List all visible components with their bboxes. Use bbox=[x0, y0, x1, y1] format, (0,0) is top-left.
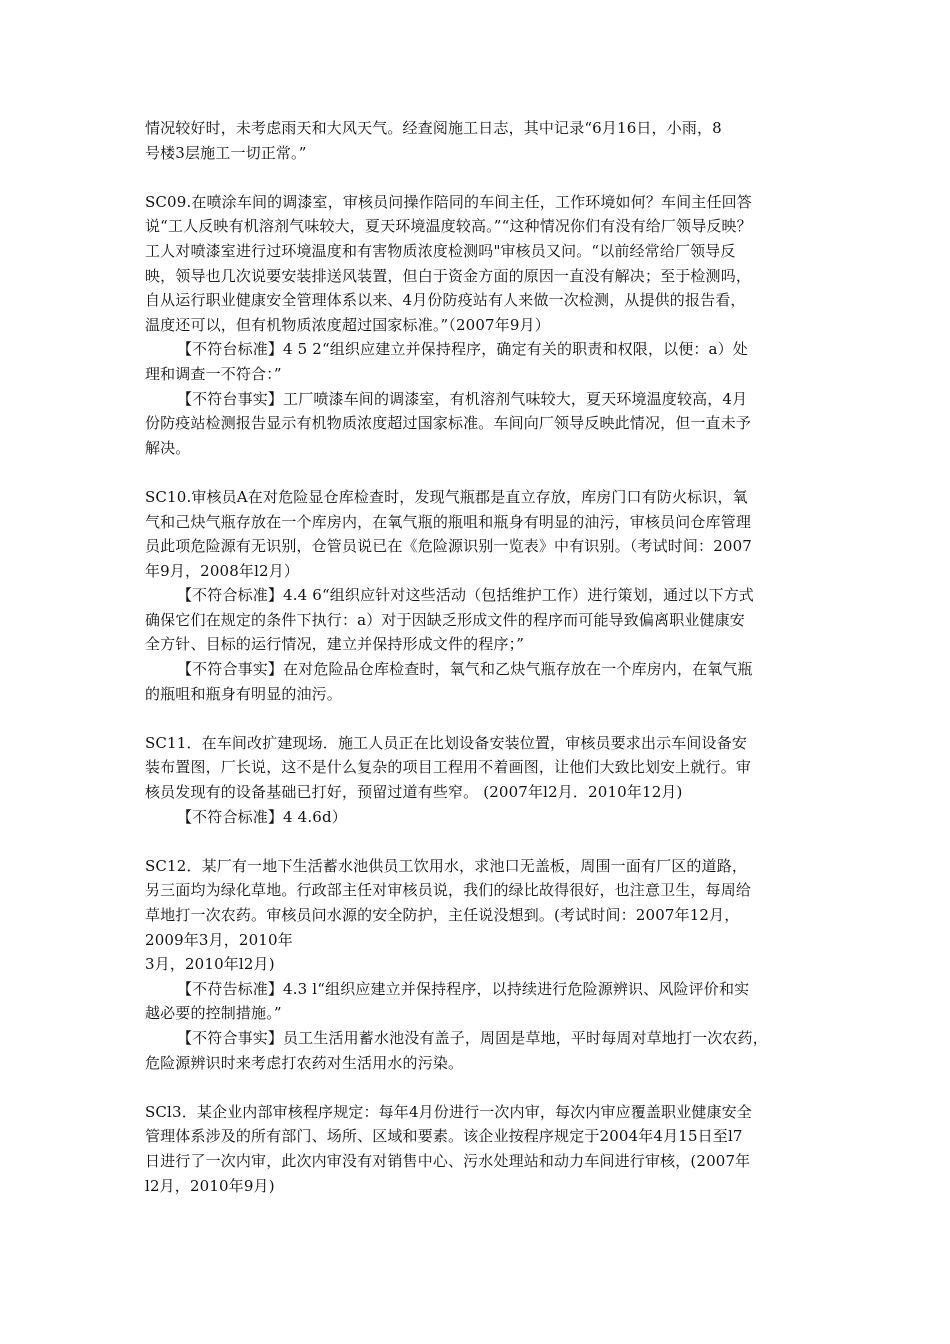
text-line: 【不符合事实】员工生活用蓄水池没有盖子，周固是草地，平时每周对草地打一次农药， bbox=[177, 1028, 768, 1047]
text-line: 情况较好时，未考虑雨天和大风天气。经查阅施工日志，其中记录“6月16日，小雨，8 bbox=[145, 119, 722, 137]
text-line: SCl3．某企业内部审核程序规定：每年4月份进行一次内审，每次内审应覆盖职业健康安全 bbox=[145, 1102, 752, 1121]
text-line: 温度还可以，但有机物质浓度超过国家标准。”（2007年9月） bbox=[145, 315, 550, 334]
text-line: 份防疫站检测报告显示有机物质浓度超过国家标准。车间向厂领导反映此情况，但一直未予 bbox=[145, 414, 752, 433]
text-line: 【不符台标准】4 5 2“组织应建立并保持程序，确定有关的职责和权限，以便：a）处 bbox=[177, 340, 748, 359]
text-line: 【不符合标准】4 4.6d） bbox=[177, 807, 347, 826]
text-line: 理和调查一不符合：” bbox=[145, 364, 282, 383]
text-line: 另三面均为绿化草地。行政部主任对审核员说，我们的绿比故得很好，也注意卫生，每周给 bbox=[145, 881, 752, 900]
text-line: SC10.审核员A在对危险显仓库检查时，发现气瓶郡是直立存放，库房门口有防火标识，氧 bbox=[145, 487, 748, 506]
text-line: 气和己炔气瓶存放在一个库房内，在氧气瓶的瓶咀和瓶身有明显的油污，审核员问仓库管理 bbox=[145, 512, 752, 531]
text-line: 2009年3月，2010年 bbox=[145, 930, 293, 949]
blank-line bbox=[145, 165, 809, 190]
text-line: 核员发现有的设备基础已打好，预留过道有些窄。 (2007年l2月．2010年12月) bbox=[145, 783, 683, 802]
text-line: SC12．某厂有一地下生活蓄水池供员工饮用水，求池口无盖板，周围一面有厂区的道路， bbox=[145, 856, 747, 875]
text-line: l2月，2010年9月) bbox=[145, 1176, 275, 1195]
text-line: 的瓶咀和瓶身有明显的油污。 bbox=[145, 684, 342, 703]
blank-line bbox=[145, 706, 809, 731]
text-line: 全方针、目标的运行情况，建立并保持形成文件的程序；” bbox=[145, 635, 525, 654]
text-line: 危险源辨识时来考虑打农药对生活用水的污染。 bbox=[145, 1053, 464, 1072]
text-line: 说“工人反映有机溶剂气味较大，夏天环境温度较高。”“这种情况你们有没有给厂领导反映？ bbox=[145, 217, 752, 236]
blank-line bbox=[145, 460, 809, 485]
text-line: 【不符台事实】工厂喷漆车间的调漆室，有机溶剂气味较大，夏天环境温度较高，4月 bbox=[177, 389, 748, 408]
text-line: 映，领导也几次说要安装排送风装置，但白于资金方面的原因一直没有解决；至于检测吗， bbox=[145, 266, 752, 285]
text-line: 【不符合事实】在对危险品仓库检查时，氧气和乙炔气瓶存放在一个库房内，在氧气瓶 bbox=[177, 660, 753, 679]
text-line: 越必要的控制措施。” bbox=[145, 1004, 282, 1023]
text-line: 确保它们在规定的条件下执行：a）对于因缺乏形成文件的程序而可能导致偏离职业健康安 bbox=[145, 610, 745, 629]
text-line: 【不符合标准】4.4 6“组织应针对这些活动（包括维护工作）进行策划，通过以下方式 bbox=[177, 586, 754, 605]
text-line: 日进行了一次内审，此次内审没有对销售中心、污水处理站和动力车间进行审核，(2007年 bbox=[145, 1151, 751, 1170]
blank-line bbox=[145, 829, 809, 854]
text-line: 号楼3层施工一切正常。” bbox=[145, 143, 307, 162]
text-line: SC09.在喷涂车间的调漆室，审核员问操作陪同的车间主任，工作环境如何？车间主任回答 bbox=[145, 192, 752, 211]
text-line: 工人对喷漆室进行过环境温度和有害物质浓度检测吗"审核员又问。“以前经常给厂领导反 bbox=[145, 241, 736, 260]
text-line: 解决。 bbox=[145, 438, 191, 457]
text-line: 员此项危险源有无识别，仓管员说已在《危险源识别一览表》中有识别。（考试时间：2007 bbox=[145, 537, 752, 556]
text-line: 草地打一次农药。审核员问水源的安全防护，主任说没想到。(考试时间：2007年12月， bbox=[145, 906, 740, 924]
text-line: 管理体系涉及的所有部门、场所、区域和要素。该企业按程序规定于2004年4月15日至l7 bbox=[145, 1127, 743, 1146]
blank-line bbox=[145, 1075, 809, 1100]
text-line: 年9月，2008年l2月） bbox=[145, 561, 300, 580]
document-body bbox=[145, 116, 809, 1198]
text-line: 自从运行职业健康安全管理体系以来、4月份防疫站有人来做一次检测，从提供的报告看， bbox=[145, 291, 746, 310]
text-line: SC11．在车间改扩建现场．施工人员正在比划设备安装位置，审核员要求出示车间设备安 bbox=[145, 733, 747, 752]
text-line: 【不苻告标准】4.3 l“组织应建立并保持程序，以持续进行危险源辨识、风险评价和实 bbox=[177, 979, 750, 998]
text-line: 装布置图，厂长说，这不是什么复杂的项目工程用不着画图，让他们大致比划安上就行。审 bbox=[145, 758, 752, 777]
text-line: 3月，2010年l2月) bbox=[145, 955, 275, 974]
